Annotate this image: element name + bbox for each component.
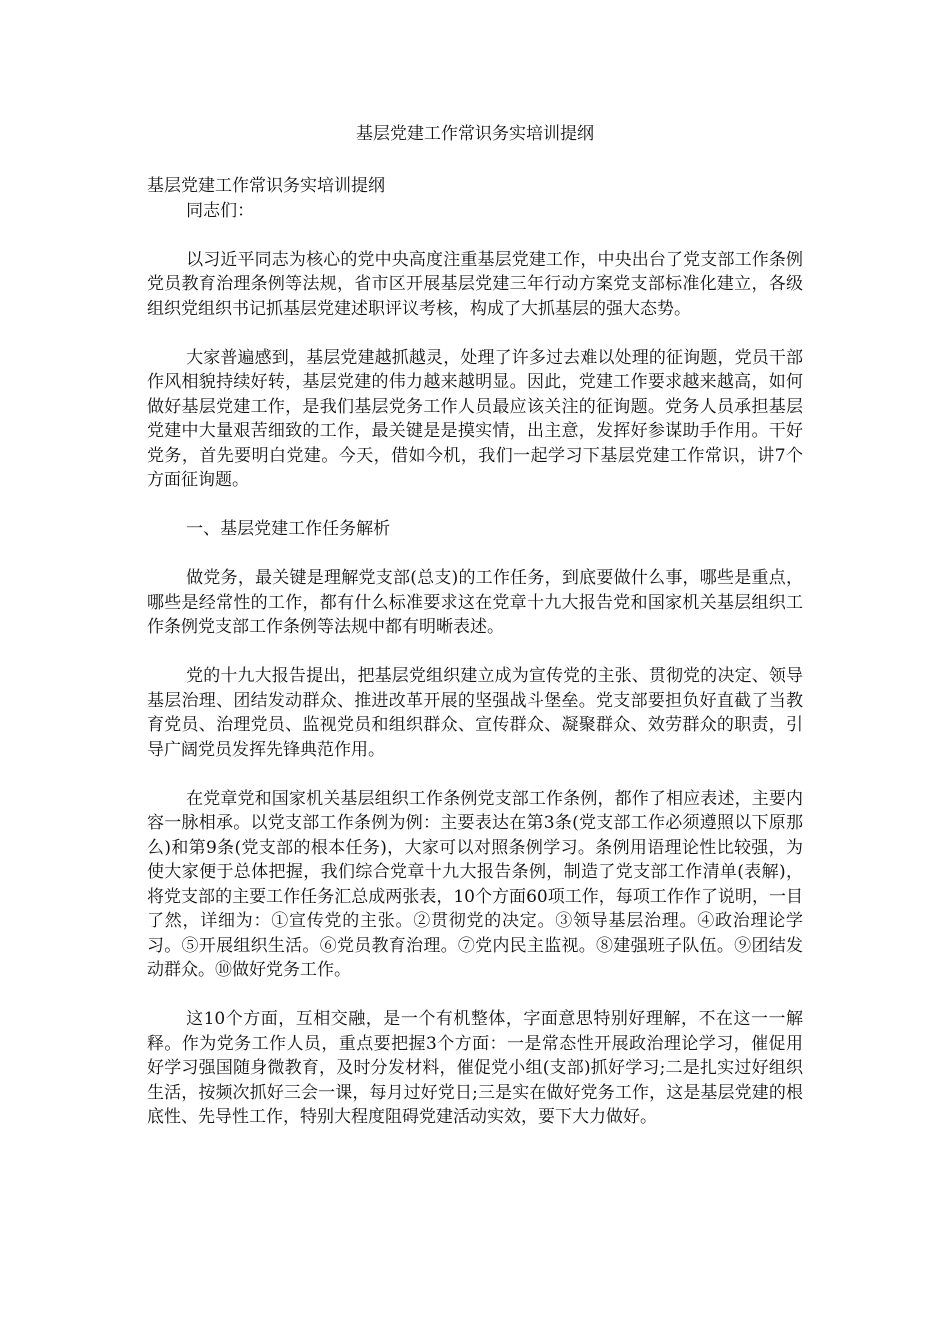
paragraph-report: 党的十九大报告提出，把基层党组织建立成为宣传党的主张、贯彻党的决定、领导基层治理、团结发动群众、推进改革开展的坚强战斗堡垒。党支部要担负好直截了当教育党员、治理党员、监视党员和组织群众、宣传群众、凝聚群众、效劳群众的职责，引导广阔党员发挥先锋典范作用。	[147, 666, 803, 760]
document-subtitle: 基层党建工作常识务实培训提纲	[147, 176, 385, 196]
document-body	[147, 174, 803, 1154]
section-heading-1: 一、基层党建工作任务解析	[186, 519, 391, 539]
paragraph-tasks: 做党务，最关键是理解党支部(总支)的工作任务，到底要做什么事，哪些是重点，哪些是经常性的工作，都有什么标准要求这在党章十九大报告党和国家机关基层组织工作条例党支部工作条例等法规中都有明晰表述。	[147, 568, 803, 637]
paragraph-intro: 以习近平同志为核心的党中央高度注重基层党建工作，中央出台了党支部工作条例党员教育治理条例等法规，省市区开展基层党建三年行动方案党支部标准化建立，各级组织党组织书记抓基层党建述职评议考核，构成了大抓基层的强大态势。	[147, 249, 803, 319]
document-title: 基层党建工作常识务实培训提纲	[356, 124, 594, 144]
salutation: 同志们：	[186, 200, 255, 221]
paragraph-background: 大家普遍感到，基层党建越抓越灵，处理了许多过去难以处理的征询题，党员干部作风相貌持续好转，基层党建的伟力越来越明显。因此，党建工作要求越来越高，如何做好基层党建工作，是我们基层党务工作人员最应该关注的征询题。党务人员承担基层党建中大量艰苦细致的工作，最关键是是摸实情，出主意，发挥好参谋助手作用。干好党务，首先要明白党建。今天，借如今机，我们一起学习下基层党建工作常识，讲7个方面征询题。	[147, 347, 803, 490]
paragraph-focus: 这10个方面，互相交融，是一个有机整体，字面意思特别好理解，不在这一一解释。作为党务工作人员，重点要把握3个方面：一是常态性开展政治理论学习，催促用好学习强国随身微教育，及时分发材料，催促党小组(支部)抓好学习;二是扎实过好组织生活，按频次抓好三会一课，每月过好党日;三是实在做好党务工作，这是基层党建的根底性、先导性工作，特别大程度阻碍党建活动实效，要下大力做好。	[147, 1009, 803, 1127]
paragraph-regulations: 在党章党和国家机关基层组织工作条例党支部工作条例，都作了相应表述，主要内容一脉相承。以党支部工作条例为例：主要表达在第3条(党支部工作必须遵照以下原那么)和第9条(党支部的根本任务)，大家可以对照条例学习。条例用语理论性比较强，为使大家便于总体把握，我们综合党章十九大报告条例，制造了党支部工作清单(表解)，将党支部的主要工作任务汇总成两张表，10个方面60项工作，每项工作作了说明，一目了然，详细为：①宣传党的主张。②贯彻党的决定。③领导基层治理。④政治理论学习。⑤开展组织生活。⑥党员教育治理。⑦党内民主监视。⑧建强班子队伍。⑨团结发动群众。⑩做好党务工作。	[147, 788, 803, 980]
